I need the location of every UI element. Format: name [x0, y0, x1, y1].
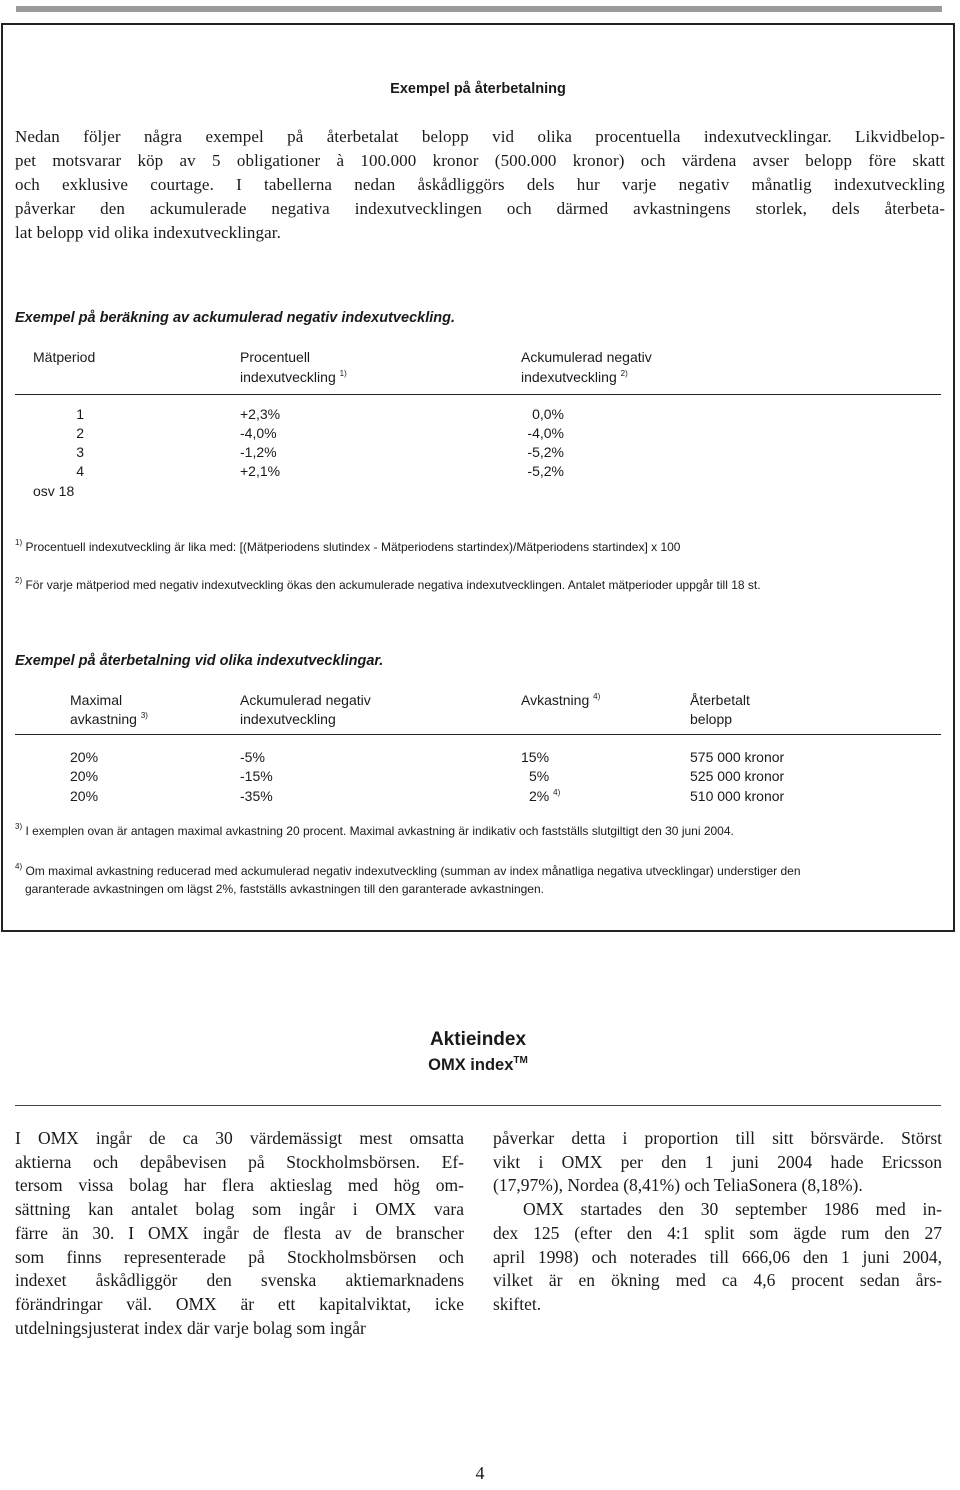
table2-title: Exempel på återbetalning vid olika indexutvecklingar. — [15, 653, 384, 669]
table1-cell-period: osv 18 — [33, 483, 75, 499]
column-line: vikt i OMX per den 1 juni 2004 hade Ericsson — [493, 1151, 942, 1172]
column-line: som finns representerade på Stockholmsbörsen och — [15, 1246, 464, 1267]
column-line: utdelningsjusterat index där varje bolag som ingår — [15, 1317, 366, 1338]
column-line: skiftet. — [493, 1293, 542, 1314]
column-line: april 1998) och noterades till 666,06 den 1 juni 2004, — [493, 1246, 942, 1267]
table2-cell-acc: -15% — [240, 768, 273, 784]
intro-line: Nedan följer några exempel på återbetalat belopp vid olika procentuella indexutvecklingar. Likvidbelop- — [15, 127, 945, 146]
table1-cell-pct: +2,1% — [240, 463, 281, 479]
top-rule — [16, 6, 942, 12]
left-column — [15, 1127, 464, 1340]
intro-line: påverkar den ackumulerade negativa indexutvecklingen och därmed avkastningens storlek, dels återbeta- — [15, 199, 945, 218]
right-column — [493, 1127, 942, 1317]
section-heading: Aktieindex — [429, 1029, 527, 1050]
column-line: sättning kan antalet bolag som ingår i OMX vara — [15, 1199, 464, 1220]
table2-header-amount-line2: belopp — [690, 711, 733, 727]
table2-cell-amount: 575 000 kronor — [690, 749, 785, 765]
table1-cell-acc: -5,2% — [527, 463, 564, 479]
table2-header-acc: Ackumulerad negativ — [240, 692, 371, 708]
column-line: färre än 30. I OMX ingår de flesta av de branscher — [15, 1222, 464, 1243]
table1-cell-period: 4 — [76, 463, 84, 479]
table2-header-acc-line2: indexutveckling — [240, 711, 336, 727]
column-line: I OMX ingår de ca 30 värdemässigt mest omsatta — [15, 1128, 464, 1148]
table2-footnote: $^{4)}$ Om maximal avkastning reducerad med ackumulerad negativ indexutveckling (summan av index månatliga negativa utvecklingar) understiger den — [15, 862, 801, 878]
table1-header-pct-line2: indexutveckling $^{1)}$ — [240, 369, 347, 385]
table1-cell-period: 1 — [76, 406, 84, 422]
table2-cell-return: 15% — [521, 749, 550, 765]
table2-header-max: Maximal — [70, 692, 123, 708]
intro-line: pet motsvarar köp av 5 obligationer à 100.000 kronor (500.000 kronor) och värdena avser belopp före skatt — [15, 151, 945, 170]
table2-cell-max: 20% — [70, 788, 99, 804]
table2-cell-amount: 525 000 kronor — [690, 768, 785, 784]
table2-cell-max: 20% — [70, 768, 99, 784]
table1-header-acc-line2: indexutveckling $^{2)}$ — [521, 369, 628, 385]
table1-header-pct: Procentuell — [240, 349, 311, 365]
table1-footnote: $^{2)}$ För varje mätperiod med negativ indexutveckling ökas den ackumulerade negativa indexutvecklingen. Antalet mätperioder uppgår till 18 st. — [15, 576, 761, 592]
section-subheading: OMX index™ — [428, 1055, 528, 1074]
table1-cell-period: 2 — [76, 425, 84, 441]
table2-cell-acc: -35% — [240, 788, 273, 804]
table1-header-acc: Ackumulerad negativ — [521, 349, 652, 365]
table1-header-period: Mätperiod — [33, 349, 96, 365]
table2-header-max-line2: avkastning $^{3)}$ — [70, 711, 148, 727]
table1-footnote: $^{1)}$ Procentuell indexutveckling är lika med: [(Mätperiodens slutindex - Mätperiodens startindex)/Mätperiodens startindex] x 100 — [15, 538, 681, 554]
column-line: OMX startades den 30 september 1986 med in- — [523, 1199, 942, 1220]
column-line: (17,97%), Nordea (8,41%) och TeliaSonera (8,18%). — [493, 1175, 863, 1196]
intro-line: lat belopp vid olika indexutvecklingar. — [15, 223, 281, 242]
column-line: påverkar detta i proportion till sitt börsvärde. Störst — [493, 1128, 942, 1148]
table1-cell-pct: -1,2% — [240, 444, 277, 460]
table1-cell-acc: -5,2% — [527, 444, 564, 460]
table2-header-return: Avkastning $^{4)}$ — [521, 692, 601, 708]
table2-header-rule — [15, 734, 941, 735]
column-line: vilket är en ökning med ca 4,6 procent sedan års- — [493, 1270, 942, 1291]
table1-header-rule — [15, 394, 941, 395]
table2-footnote-continuation: garanterade avkastningen om lägst 2%, fastställs avkastningen till den garanterade avkastningen. — [25, 882, 544, 896]
table2-cell-return: 2% $^{4)}$ — [529, 788, 561, 804]
table2-footnote: $^{3)}$ I exemplen ovan är antagen maximal avkastning 20 procent. Maximal avkastning är indikativ och fastställs slutgiltigt den 30 juni 2004. — [15, 822, 734, 838]
table1-cell-acc: -4,0% — [527, 425, 564, 441]
column-line: tersom vissa bolag har flera aktieslag med hög om- — [15, 1175, 464, 1196]
column-line: förändringar väl. OMX är ett kapitalviktat, icke — [15, 1293, 464, 1314]
column-line: aktierna och depåbevisen på Stockholmsbörsen. Ef- — [15, 1151, 464, 1172]
page-number: 4 — [475, 1463, 485, 1483]
table2-cell-return: 5% — [529, 768, 550, 784]
column-line: dex 125 (efter den 4:1 split som ägde rum den 27 — [493, 1222, 942, 1243]
table1-cell-pct: -4,0% — [240, 425, 277, 441]
section-rule — [15, 1105, 941, 1106]
table2-cell-max: 20% — [70, 749, 99, 765]
box-title: Exempel på återbetalning — [390, 81, 566, 97]
intro-line: och exklusive courtage. I tabellerna nedan åskådliggörs dels hur varje negativ månatlig indexutveckling — [15, 175, 945, 194]
table1-cell-acc: 0,0% — [532, 406, 564, 422]
table1-title: Exempel på beräkning av ackumulerad negativ indexutveckling. — [15, 310, 455, 326]
table1-cell-period: 3 — [76, 444, 84, 460]
table2-cell-amount: 510 000 kronor — [690, 788, 785, 804]
intro-paragraph — [15, 125, 945, 245]
table1-cell-pct: +2,3% — [240, 406, 281, 422]
column-line: indexet åskådliggör den svenska aktiemarknadens — [15, 1270, 464, 1291]
table2-header-amount: Återbetalt — [690, 692, 750, 708]
table2-cell-acc: -5% — [240, 749, 265, 765]
